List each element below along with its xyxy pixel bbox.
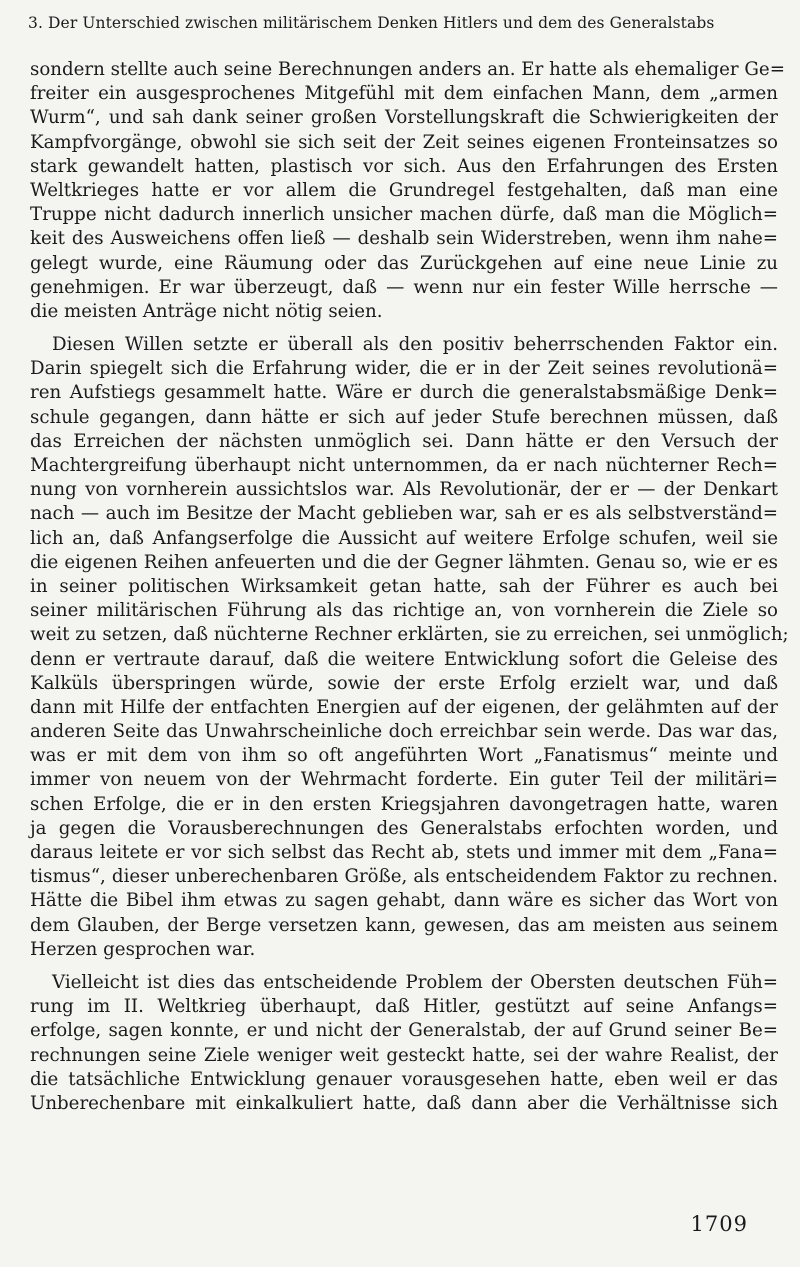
text-line: nach — auch im Besitze der Macht geblieben war, sah er es als selbstverständ= [30, 503, 778, 525]
text-line: Darin spiegelt sich die Erfahrung wider, die er in der Zeit seines revolutionä= [30, 358, 778, 380]
text-line: in seiner politischen Wirksamkeit getan hatte, sah der Führer es auch bei [30, 575, 778, 597]
text-line: erfolge, sagen konnte, er und nicht der Generalstab, der auf Grund seiner Be= [30, 1020, 778, 1042]
paragraph-3 [30, 971, 778, 1116]
text-line: gelegt wurde, eine Räumung oder das Zurückgehen auf eine neue Linie zu [30, 252, 778, 274]
text-line: schule gegangen, dann hätte er sich auf jeder Stufe berechnen müssen, daß [30, 406, 778, 428]
paragraph-1 [30, 58, 785, 324]
text-line: lich an, daß Anfangserfolge die Aussicht auf weitere Erfolge schufen, weil sie [30, 527, 778, 549]
text-line: dem Glauben, der Berge versetzen kann, gewesen, das am meisten aus seinem [30, 914, 778, 936]
text-line: das Erreichen der nächsten unmöglich sei. Dann hätte er den Versuch der [30, 430, 778, 452]
text-line: sondern stellte auch seine Berechnungen anders an. Er hatte als ehemaliger Ge= [30, 59, 785, 80]
text-line: immer von neuem von der Wehrmacht forderte. Ein guter Teil der militäri= [30, 769, 778, 791]
page-number: 1709 [690, 1212, 748, 1236]
text-line: Vielleicht ist dies das entscheidende Problem der Obersten deutschen Füh= [52, 971, 778, 993]
text-line: genehmigen. Er war überzeugt, daß — wenn nur ein fester Wille herrsche — [30, 276, 778, 298]
text-line: Kampfvorgänge, obwohl sie sich seit der Zeit seines eigenen Fronteinsatzes so [30, 131, 778, 153]
body-text [30, 58, 789, 1116]
running-head: 3. Der Unterschied zwischen militärischem Denken Hitlers und dem des Generalstabs [28, 14, 715, 32]
text-line: freiter ein ausgesprochenes Mitgefühl mit dem einfachen Mann, dem „armen [30, 83, 778, 105]
text-line: tismus“, dieser unberechenbaren Größe, als entscheidendem Faktor zu rechnen. [30, 866, 778, 888]
text-line: Herzen gesprochen war. [30, 938, 256, 960]
text-line: Unberechenbare mit einkalkuliert hatte, daß dann aber die Verhältnisse sich [30, 1092, 778, 1114]
text-line: stark gewandelt hatten, plastisch vor sich. Aus den Erfahrungen des Ersten [30, 155, 778, 177]
text-line: Diesen Willen setzte er überall als den positiv beherrschenden Faktor ein. [52, 334, 778, 356]
text-line: keit des Ausweichens offen ließ — deshalb sein Widerstreben, wenn ihm nahe= [30, 228, 778, 250]
text-line: die tatsächliche Entwicklung genauer vorausgesehen hatte, eben weil er das [30, 1068, 778, 1090]
text-line: schen Erfolge, die er in den ersten Kriegsjahren davongetragen hatte, waren [30, 793, 778, 815]
text-line: die eigenen Reihen anfeuerten und die der Gegner lähmten. Genau so, wie er es [30, 551, 778, 573]
text-line: rechnungen seine Ziele weniger weit gesteckt hatte, sei der wahre Realist, der [30, 1044, 778, 1066]
text-line: seiner militärischen Führung als das richtige an, von vornherein die Ziele so [30, 600, 778, 622]
text-line: Machtergreifung überhaupt nicht unternommen, da er nach nüchterner Rech= [30, 455, 778, 476]
text-line: die meisten Anträge nicht nötig seien. [30, 300, 383, 322]
text-line: ja gegen die Vorausberechnungen des Generalstabs erfochten worden, und [30, 817, 778, 839]
text-line: nung von vornherein aussichtslos war. Als Revolutionär, der er — der Denkart [30, 479, 778, 501]
text-line: Truppe nicht dadurch innerlich unsicher machen dürfe, daß man die Möglich= [30, 204, 778, 226]
text-line: ren Aufstiegs gesammelt hatte. Wäre er durch die generalstabsmäßige Denk= [30, 382, 778, 404]
text-line: daraus leitete er vor sich selbst das Recht ab, stets und immer mit dem „Fana= [30, 842, 778, 863]
text-line: dann mit Hilfe der entfachten Energien auf der eigenen, der gelähmten auf der [30, 696, 778, 718]
text-line: was er mit dem von ihm so oft angeführten Wort „Fanatismus“ meinte und [30, 745, 778, 767]
text-line: Wurm“, und sah dank seiner großen Vorstellungskraft die Schwierigkeiten der [30, 107, 778, 129]
text-line: Kalküls überspringen würde, sowie der erste Erfolg erzielt war, und daß [30, 672, 778, 694]
text-line: anderen Seite das Unwahrscheinliche doch erreichbar sein werde. Das war das, [30, 721, 778, 743]
text-line: weit zu setzen, daß nüchterne Rechner erklärten, sie zu erreichen, sei unmöglich; [30, 624, 789, 646]
text-line: Hätte die Bibel ihm etwas zu sagen gehabt, dann wäre es sicher das Wort von [30, 890, 778, 912]
paragraph-2 [30, 333, 789, 962]
text-line: rung im II. Weltkrieg überhaupt, daß Hitler, gestützt auf seine Anfangs= [30, 996, 778, 1018]
text-line: Weltkrieges hatte er vor allem die Grundregel festgehalten, daß man eine [30, 179, 778, 201]
text-line: denn er vertraute darauf, daß die weitere Entwicklung sofort die Geleise des [30, 648, 778, 670]
